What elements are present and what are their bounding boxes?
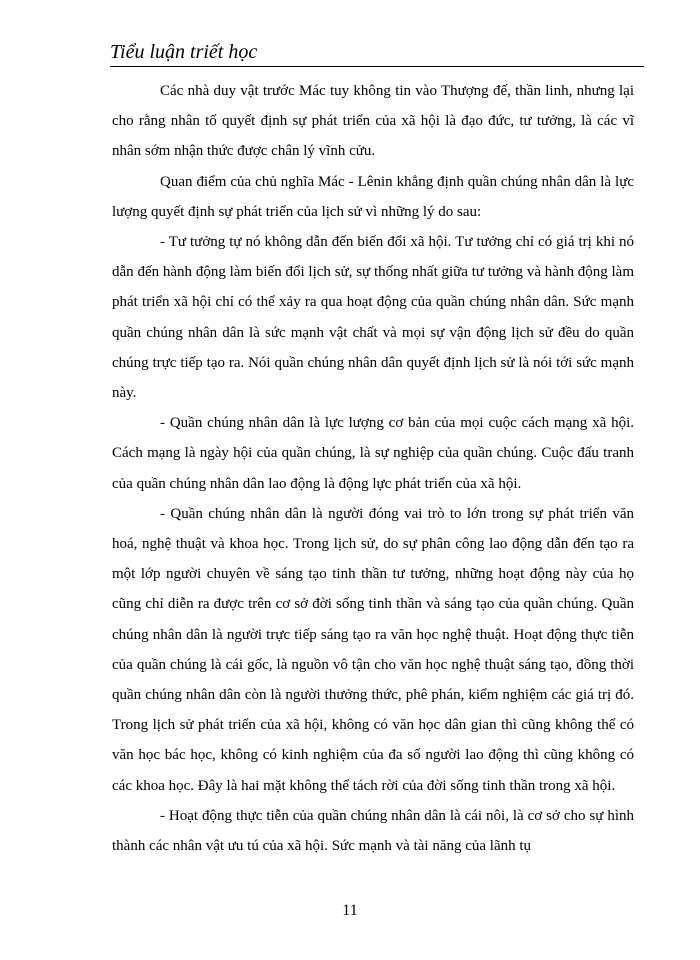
running-header: Tiểu luận triết học bbox=[110, 41, 258, 63]
paragraph-culture-art-science: - Quần chúng nhân dân là người đóng vai trò to lớn trong sự phát triển văn hoá, nghệ thuật và khoa học. Trong lịch sử, do sự phân công lao động dẫn đến tạo ra một lớp người chuyên về sáng tạo tinh thần tư tưởng, những hoạt động này của họ cũng chỉ diễn ra được trên cơ sở đời sống tinh thần và sáng tạo của quần chúng. Quần chúng nhân dân là người trực tiếp sáng tạo ra văn học nghệ thuật. Hoạt động thực tiễn của quần chúng là cái gốc, là nguồn vô tận cho văn học nghệ thuật sáng tạo, đồng thời quần chúng nhân dân còn là người thưởng thức, phê phán, kiểm nghiệm các giá trị đó. Trong lịch sử phát triển của xã hội, không có văn học dân gian thì cũng không thể có văn học bác học, không có kinh nghiệm của đa số người lao động thì cũng không có các khoa học. Đây là hai mặt không thể tách rời của đời sống tinh thần trong xã hội. bbox=[112, 505, 634, 794]
paragraph-thought-and-action: - Tư tưởng tự nó không dẫn đến biến đổi xã hội. Tư tưởng chỉ có giá trị khi nó dẫn đến hành động làm biến đổi lịch sử, sự thống nhất giữa tư tưởng và hành động làm phát triển xã hội chỉ có thể xảy ra qua hoạt động của quần chúng nhân dân. Sức mạnh quần chúng nhân dân là sức mạnh vật chất và mọi sự vận động lịch sử đều do quần chúng trực tiếp tạo ra. Nói quần chúng nhân dân quyết định lịch sử là nói tới sức mạnh này. bbox=[112, 234, 634, 402]
paragraph-materialists: Các nhà duy vật trước Mác tuy không tin vào Thượng đế, thần linh, nhưng lại cho rằng nhân tố quyết định sự phát triển của xã hội là đạo đức, tư tưởng, là các vĩ nhân sớm nhận thức được chân lý vĩnh cửu. bbox=[112, 83, 634, 160]
header-divider bbox=[110, 66, 644, 67]
paragraph-practical-activity: - Hoạt động thực tiễn của quần chúng nhân dân là cái nôi, là cơ sở cho sự hình thành các nhân vật ưu tú của xã hội. Sức mạnh và tài năng của lãnh tụ bbox=[112, 807, 634, 855]
body-text bbox=[112, 76, 634, 861]
paragraph-marxist-view: Quan điểm của chủ nghĩa Mác - Lênin khẳng định quần chúng nhân dân là lực lượng quyết định sự phát triển của lịch sử vì những lý do sau: bbox=[112, 173, 634, 220]
paragraph-revolution: - Quần chúng nhân dân là lực lượng cơ bản của mọi cuộc cách mạng xã hội. Cách mạng là ngày hội của quần chúng, là sự nghiệp của quần chúng. Cuộc đấu tranh của quần chúng nhân dân lao động là động lực phát triển của xã hội. bbox=[112, 415, 634, 492]
page-number: 11 bbox=[342, 902, 358, 919]
